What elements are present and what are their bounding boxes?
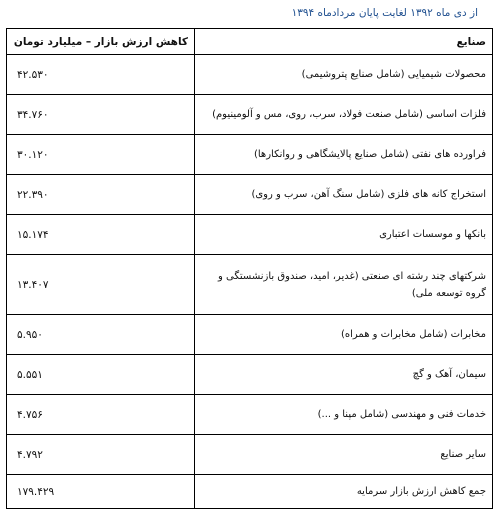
value-cell: ۱۳.۴۰۷ (7, 255, 195, 315)
value-cell: ۴.۷۹۲ (7, 435, 195, 475)
value-cell: ۳۰.۱۲۰ (7, 135, 195, 175)
industry-cell: شرکتهای چند رشته ای صنعتی (غدیر، امید، صندوق بازنشستگی و گروه توسعه ملی) (195, 255, 493, 315)
table-row (7, 315, 493, 355)
industry-cell: محصولات شیمیایی (شامل صنایع پتروشیمی) (195, 55, 493, 95)
table-row (7, 55, 493, 95)
industry-cell: بانکها و موسسات اعتباری (195, 215, 493, 255)
table-row (7, 255, 493, 315)
industry-cell: فراورده های نفتی (شامل صنایع پالایشگاهی و روانکارها) (195, 135, 493, 175)
table-row (7, 355, 493, 395)
header-value: کاهش ارزش بازار – میلیارد تومان (7, 29, 195, 55)
value-cell: ۲۲.۳۹۰ (7, 175, 195, 215)
industry-cell: استخراج کانه های فلزی (شامل سنگ آهن، سرب و روی) (195, 175, 493, 215)
table-row (7, 435, 493, 475)
industry-cell: سیمان، آهک و گچ (195, 355, 493, 395)
industry-cell: مخابرات (شامل مخابرات و همراه) (195, 315, 493, 355)
header-industry: صنایع (195, 29, 493, 55)
value-cell: ۴.۷۵۶ (7, 395, 195, 435)
total-value-cell: ۱۷۹.۴۲۹ (7, 475, 195, 509)
total-label-cell: جمع کاهش ارزش بازار سرمایه (195, 475, 493, 509)
industry-cell: سایر صنایع (195, 435, 493, 475)
table-row (7, 175, 493, 215)
industry-cell: فلزات اساسی (شامل صنعت فولاد، سرب، روی، مس و آلومینیوم) (195, 95, 493, 135)
table-row (7, 395, 493, 435)
table-caption: از دی ماه ۱۳۹۲ لغایت پایان مردادماه ۱۳۹۴ (291, 7, 478, 19)
table-total-row (7, 475, 493, 509)
value-cell: ۱۵.۱۷۴ (7, 215, 195, 255)
value-cell: ۵.۹۵۰ (7, 315, 195, 355)
table-header-row (7, 29, 493, 55)
table-row (7, 215, 493, 255)
value-cell: ۳۴.۷۶۰ (7, 95, 195, 135)
table-row (7, 135, 493, 175)
value-cell: ۴۲.۵۳۰ (7, 55, 195, 95)
industry-cell: خدمات فنی و مهندسی (شامل مپنا و ...) (195, 395, 493, 435)
value-cell: ۵.۵۵۱ (7, 355, 195, 395)
market-value-table (6, 28, 493, 509)
table-row (7, 95, 493, 135)
